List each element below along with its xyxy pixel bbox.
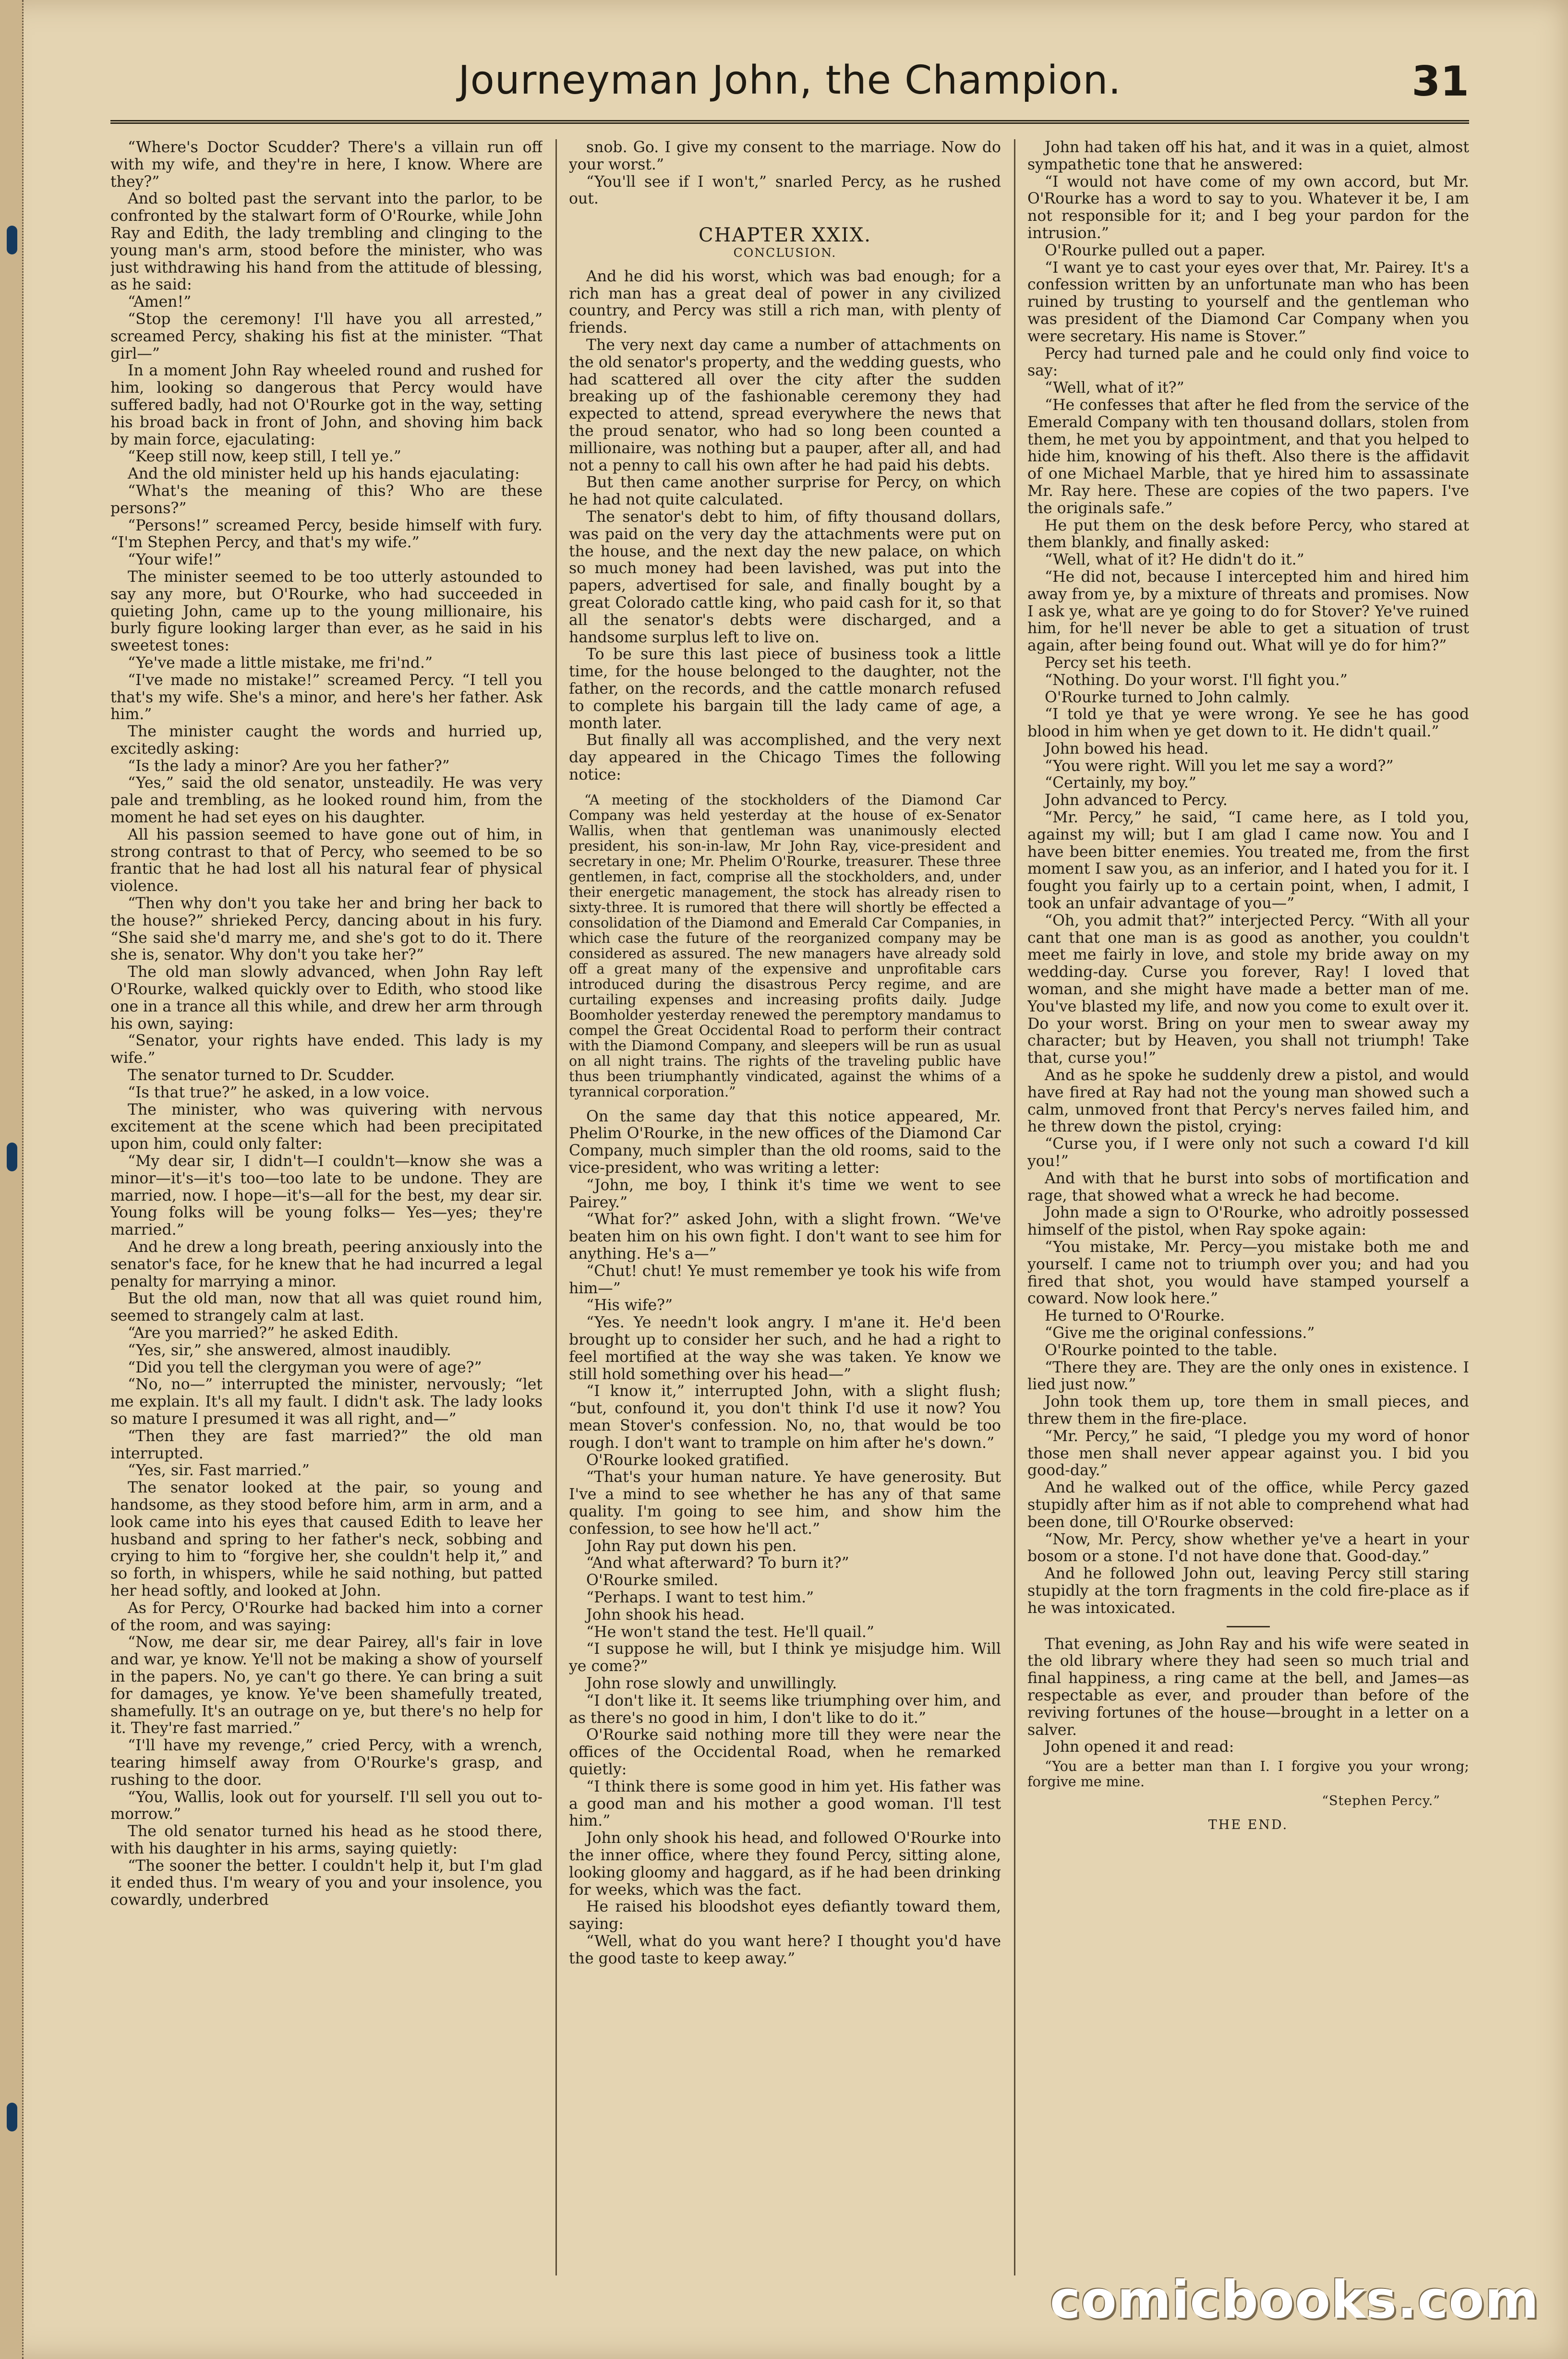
paragraph: “I told ye that ye were wrong. Ye see he has good blood in him when ye get down to it. He didn't quail.” xyxy=(1027,706,1469,741)
paragraph: “My dear sir, I didn't—I couldn't—know she was a minor—it's—it's too—too late to be undone. They are married, now. I hope—it's—all for the best, my dear sir. Young folks will be young folks— Yes—yes; they're married.” xyxy=(110,1153,543,1239)
paragraph: O'Rourke pulled out a paper. xyxy=(1045,241,1266,259)
paragraph: “What for?” asked John, with a slight frown. “We've beaten him on his own fight. I don't want to see him for anything. He's a—” xyxy=(569,1211,1001,1263)
paragraph: John only shook his head, and followed O'Rourke into the inner office, where they found Percy, sitting alone, looking gloomy and haggard, as if he had been drinking for weeks, which was the fact. xyxy=(569,1829,1001,1899)
chapter-body xyxy=(569,268,1001,784)
column-divider xyxy=(555,139,557,2275)
paragraph: And he followed John out, leaving Percy still staring stupidly at the torn fragments in the cold fire-place as if he was intoxicated. xyxy=(1027,1565,1469,1617)
paragraph: “Now, Mr. Percy, show whether ye've a heart in your bosom or a stone. I'd not have done that. Good-day.” xyxy=(1027,1530,1469,1565)
paragraph: “And what afterward? To burn it?” xyxy=(586,1554,849,1572)
paragraph: “There they are. They are the only ones in existence. I lied just now.” xyxy=(1027,1359,1469,1394)
paragraph: “I'll have my revenge,” cried Percy, with a wrench, tearing himself away from O'Rourke's grasp, and rushing to the door. xyxy=(110,1737,543,1789)
paragraph: “Did you tell the clergyman you were of age?” xyxy=(128,1359,482,1376)
paragraph: “Curse you, if I were only not such a coward I'd kill you!” xyxy=(1027,1135,1469,1170)
binding-edge xyxy=(0,0,24,2359)
paragraph: But the old man, now that all was quiet round him, seemed to strangely calm at last. xyxy=(110,1290,543,1325)
paragraph: “Chut! chut! Ye must remember ye took his wife from him—” xyxy=(569,1262,1001,1297)
paragraph: In a moment John Ray wheeled round and rushed for him, looking so dangerous that Percy would have suffered badly, had not O'Rourke got in the way, setting his broad back in front of John, and shoving him back by main force, ejaculating: xyxy=(110,362,543,448)
paragraph: “A meeting of the stockholders of the Diamond Car Company was held yesterday at the house of ex-Senator Wallis, when that gentleman was unanimously elected president, his son-in-law, Mr John Ray, vice-president and secretary in one; Mr. Phelim O'Rourke, treasurer. These three gentlemen, in fact, comprise all the stockholders, and, under their energetic management, the stock has already risen to sixty-three. It is rumored that there will shortly be effected a consolidation of the Diamond and Emerald Car Companies, in which case the future of the reorganized company may be considered as assured. The new managers have already sold off a great many of the expensive and unprofitable cars introduced during the disastrous Percy regime, and are curtailing expenses and increasing profits daily. Judge Boomholder yesterday renewed the peremptory mandamus to compel the Great Occidental Road to perform their contract with the Diamond Company, and sleepers will be run as usual on all night trains. The rights of the traveling public have thus been triumphantly vindicated, against the whims of a tyrannical corporation.” xyxy=(569,792,1001,1100)
paragraph: “He won't stand the test. He'll quail.” xyxy=(586,1623,875,1641)
paragraph: To be sure this last piece of business took a little time, for the house belonged to the daughter, not the father, on the records, and the cattle monarch refused to complete his bargain till the lady came of age, a month later. xyxy=(569,646,1001,732)
paragraph: “Persons!” screamed Percy, beside himself with fury. “I'm Stephen Percy, and that's my wife.” xyxy=(110,517,543,552)
newspaper-notice xyxy=(569,793,1001,1100)
paragraph: All his passion seemed to have gone out of him, in strong contrast to that of Percy, who seemed to be so frantic that he had lost all his natural fear of physical violence. xyxy=(110,826,543,895)
paragraph: “I want ye to cast your eyes over that, Mr. Pairey. It's a confession written by an unfortunate man who has been ruined by trusting to yourself and the gentleman who was president of the Diamond Car Company when you were secretary. His name is Stover.” xyxy=(1027,259,1469,345)
text-column-3 xyxy=(1027,139,1469,2275)
paragraph: John shook his head. xyxy=(586,1606,745,1624)
paragraph: “Perhaps. I want to test him.” xyxy=(586,1589,814,1606)
paragraph: Percy set his teeth. xyxy=(1045,654,1192,672)
paragraph: “You mistake, Mr. Percy—you mistake both me and yourself. I came not to triumph over you; and had you fired that shot, you would have stamped yourself a coward. Now look here.” xyxy=(1027,1239,1469,1308)
paragraph: “His wife?” xyxy=(586,1297,673,1314)
paragraph: “Then they are fast married?” the old man interrupted. xyxy=(110,1427,543,1462)
text-column-1 xyxy=(110,139,543,2275)
paragraph: And he drew a long breath, peering anxiously into the senator's face, for he knew that he had incurred a legal penalty for marrying a minor. xyxy=(110,1239,543,1290)
paragraph: John bowed his head. xyxy=(1045,740,1209,758)
paragraph: As for Percy, O'Rourke had backed him into a corner of the room, and was saying: xyxy=(110,1599,543,1634)
paragraph: “Nothing. Do your worst. I'll fight you.” xyxy=(1045,671,1348,689)
chapter-subtitle: CONCLUSION. xyxy=(733,245,837,260)
paragraph: The senator's debt to him, of fifty thousand dollars, was paid on the very day the attachments were put on the house, and the next day the new palace, on which so much money had been lavished, was put into the papers, advertised for sale, and finally bought by a great Colorado cattle king, who paid cash for it, so that all the senator's debts were discharged, and a handsome surplus left to live on. xyxy=(569,508,1001,646)
column-divider xyxy=(1014,139,1015,2275)
paragraph: The minister, who was quivering with nervous excitement at the scene which had been precipitated upon him, could only falter: xyxy=(110,1101,543,1153)
letter-signature: “Stephen Percy.” xyxy=(1322,1793,1440,1809)
paragraph: The minister seemed to be too utterly astounded to say any more, but O'Rourke, who had succeeded in quieting John, came up to the young millionaire, his burly figure looking larger than ever, as he said in his sweetest tones: xyxy=(110,568,543,655)
paragraph: “I think there is some good in him yet. His father was a good man and his mother a good woman. I'll test him.” xyxy=(569,1778,1001,1830)
paragraph: “The sooner the better. I couldn't help it, but I'm glad it ended thus. I'm weary of you and your insolence, you cowardly, underbred xyxy=(110,1857,543,1909)
paragraph: “Where's Doctor Scudder? There's a villain run off with my wife, and they're in here, I know. Where are they?” xyxy=(110,139,543,191)
paragraph: “Well, what do you want here? I thought you'd have the good taste to keep away.” xyxy=(569,1932,1001,1967)
paragraph: And with that he burst into sobs of mortification and rage, that showed what a wreck he had become. xyxy=(1027,1169,1469,1204)
paragraph: “That's your human nature. Ye have generosity. But I've a mind to see whether he has any of that same quality. I'm going to see him, and show him the confession, to see how he'll act.” xyxy=(569,1468,1001,1538)
paragraph: “Mr. Percy,” he said, “I pledge you my word of honor those men shall never appear against you. I bid you good-day.” xyxy=(1027,1427,1469,1480)
paragraph: O'Rourke smiled. xyxy=(586,1572,719,1589)
paragraph: The old man slowly advanced, when John Ray left O'Rourke, walked quickly over to Edith, who stood like one in a trance all this while, and drew her arm through his own, saying: xyxy=(110,963,543,1033)
paragraph: On the same day that this notice appeared, Mr. Phelim O'Rourke, in the new offices of the Diamond Car Company, much simpler than the old rooms, said to the vice-president, who was writing a letter: xyxy=(569,1107,1001,1177)
epilogue xyxy=(1027,1636,1469,1757)
paragraph: “I would not have come of my own accord, but Mr. O'Rourke has a word to say to you. Whatever it be, I am not responsible for it; and I beg your pardon for the intrusion.” xyxy=(1027,173,1469,242)
paragraph: John advanced to Percy. xyxy=(1045,792,1228,809)
paragraph: And he walked out of the office, while Percy gazed stupidly after him as if not able to comprehend what had been done, till O'Rourke observed: xyxy=(1027,1479,1469,1531)
binding-hole xyxy=(7,1143,17,1171)
paragraph: “Is the lady a minor? Are you her father?” xyxy=(128,757,450,775)
paragraph: John Ray put down his pen. xyxy=(586,1537,797,1555)
paragraph: “Well, what of it? He didn't do it.” xyxy=(1045,551,1304,569)
paragraph: Percy had turned pale and he could only find voice to say: xyxy=(1027,345,1469,380)
column-2-continued xyxy=(569,1108,1001,1968)
binding-hole xyxy=(7,2103,17,2131)
paragraph: “Your wife!” xyxy=(128,551,222,569)
paragraph: John opened it and read: xyxy=(1045,1738,1234,1756)
page-number: 31 xyxy=(1411,58,1469,106)
paragraph: “Oh, you admit that?” interjected Percy. “With all your cant that one man is as good as another, you couldn't meet me fairly in love, and stole my bride away on my wedding-day. Curse you forever, Ray! I loved that woman, and she might have made a better man of me. You've blasted my life, and now you come to exult over it. Do your worst. Bring on your men to swear away my character; but by Heaven, you shall not triumph! Take that, curse you!” xyxy=(1027,912,1469,1067)
paragraph: “I know it,” interrupted John, with a slight flush; “but, confound it, you don't think I'd use it now? You mean Stover's confession. No, no, that would be too rough. I don't want to trample on him after he's down.” xyxy=(569,1383,1001,1452)
paragraph: “Amen!” xyxy=(128,293,192,311)
paragraph: “He did not, because I intercepted him and hired him away from ye, by a mixture of threats and promises. Now I ask ye, what are ye going to do for Stover? Ye've ruined him, for he'll never be able to get a situation of trust again, after being found out. What will ye do for him?” xyxy=(1027,568,1469,655)
paragraph: “You were right. Will you let me say a word?” xyxy=(1045,757,1394,775)
paragraph: That evening, as John Ray and his wife were seated in the old library where they had seen so much trial and final happiness, a ring came at the bell, and James—as respectable as ever, and prouder than before of the reviving fortunes of the house—brought in a letter on a salver. xyxy=(1027,1635,1469,1739)
paragraph: John had taken off his hat, and it was in a quiet, almost sympathetic tone that he answered: xyxy=(1027,139,1469,173)
paragraph: “What's the meaning of this? Who are these persons?” xyxy=(110,482,543,517)
paragraph: “Senator, your rights have ended. This lady is my wife.” xyxy=(110,1032,543,1067)
page-header xyxy=(110,48,1469,124)
paragraph: And the old minister held up his hands ejaculating: xyxy=(128,465,520,483)
paragraph: “Ye've made a little mistake, me fri'nd.” xyxy=(128,654,433,672)
paragraph: He turned to O'Rourke. xyxy=(1045,1307,1225,1325)
paragraph: “I've made no mistake!” screamed Percy. “I tell you that's my wife. She's a minor, and here's her father. Ask him.” xyxy=(110,671,543,723)
paragraph: And as he spoke he suddenly drew a pistol, and would have fired at Ray had not the young man showed such a calm, unmoved front that Percy's nerves failed him, and he threw down the pistol, crying: xyxy=(1027,1067,1469,1136)
paragraph: “Are you married?” he asked Edith. xyxy=(128,1324,399,1342)
paragraph: “Certainly, my boy.” xyxy=(1045,774,1196,792)
binding-hole xyxy=(7,226,17,254)
section-divider xyxy=(1227,1626,1270,1627)
paragraph: The minister caught the words and hurried up, excitedly asking: xyxy=(110,723,543,758)
the-end-label: THE END. xyxy=(1208,1817,1289,1832)
paragraph: “Well, what of it?” xyxy=(1045,379,1184,397)
paragraph: John rose slowly and unwillingly. xyxy=(586,1674,837,1692)
paragraph: But finally all was accomplished, and the very next day appeared in the Chicago Times the following notice: xyxy=(569,732,1001,783)
paragraph: But then came another surprise for Percy, on which he had not quite calculated. xyxy=(569,474,1001,509)
paragraph: The senator looked at the pair, so young and handsome, as they stood before him, arm in arm, and a look came into his eyes that caused Edith to leave her husband and spring to her father's neck, sobbing and crying to him to “forgive her, she couldn't help it,” and so forth, in whispers, while he said nothing, but patted her head softly, and looked at John. xyxy=(110,1479,543,1600)
paragraph: The old senator turned his head as he stood there, with his daughter in his arms, saying quietly: xyxy=(110,1823,543,1857)
paragraph: O'Rourke pointed to the table. xyxy=(1045,1341,1278,1359)
text-column-2 xyxy=(569,139,1001,2275)
paragraph: John made a sign to O'Rourke, who adroitly possessed himself of the pistol, when Ray spoke again: xyxy=(1027,1204,1469,1239)
paragraph: “Then why don't you take her and bring her back to the house?” shrieked Percy, dancing about in his fury. “She said she'd marry me, and she's got to do it. There she is, senator. Why don't you take her?” xyxy=(110,895,543,964)
paragraph: “Is that true?” he asked, in a low voice. xyxy=(128,1083,430,1101)
chapter-title: CHAPTER XXIX. xyxy=(699,224,871,247)
paragraph: “Yes,” said the old senator, unsteadily. He was very pale and trembling, as he looked round him, from the moment he had set eyes on his daughter. xyxy=(110,774,543,827)
paragraph: The senator turned to Dr. Scudder. xyxy=(128,1067,395,1084)
paragraph: “No, no—” interrupted the minister, nervously; “let me explain. It's all my fault. I didn't ask. The lady looks so mature I presumed it was all right, and—” xyxy=(110,1376,543,1428)
paragraph: “You, Wallis, look out for yourself. I'll sell you out to-morrow.” xyxy=(110,1788,543,1823)
running-title: Journeyman John, the Champion. xyxy=(458,58,1122,103)
paragraph: “Mr. Percy,” he said, “I came here, as I told you, against my will; but I am glad I came now. You and I have been bitter enemies. You treated me, from the first moment I saw you, as an inferior, and I hated you for it. I fought you fairly up to a certain point, when, I admit, I took an unfair advantage of you—” xyxy=(1027,809,1469,913)
paragraph: “John, me boy, I think it's time we went to see Pairey.” xyxy=(569,1176,1001,1211)
paragraph: “I don't like it. It seems like triumphing over him, and as there's no good in him, I don't like to do it.” xyxy=(569,1692,1001,1727)
column-3-body xyxy=(1027,139,1469,1617)
paragraph: “Yes, sir,” she answered, almost inaudibly. xyxy=(128,1341,451,1359)
paragraph: He raised his bloodshot eyes defiantly toward them, saying: xyxy=(569,1898,1001,1933)
paragraph: “Yes. Ye needn't look angry. I m'ane it. He'd been brought up to consider her such, and he had a right to feel mortified at the way she was taken. Ye know we still hold something over his head—” xyxy=(569,1314,1001,1383)
paragraph: “He confesses that after he fled from the service of the Emerald Company with ten thousand dollars, stolen from them, he met you by appointment, and that you helped to hide him, knowing of his theft. Also there is the affidavit of one Michael Marble, that ye hired him to assassinate Mr. Ray here. These are copies of the two papers. I've the originals safe.” xyxy=(1027,396,1469,517)
paragraph: “You'll see if I won't,” snarled Percy, as he rushed out. xyxy=(569,173,1001,208)
watermark: comicbooks.com xyxy=(1049,2270,1539,2330)
paragraph: O'Rourke turned to John calmly. xyxy=(1045,688,1291,706)
paragraph: And so bolted past the servant into the parlor, to be confronted by the stalwart form of O'Rourke, while John Ray and Edith, the lady trembling and clinging to the young man's arm, stood before the minister, who was just withdrawing his hand from the attitude of blessing, as he said: xyxy=(110,190,543,294)
letter-text: “You are a better man than I. I forgive you your wrong; forgive me mine. xyxy=(1027,1758,1469,1790)
paragraph: snob. Go. I give my consent to the marriage. Now do your worst.” xyxy=(569,139,1001,173)
paragraph: O'Rourke looked gratified. xyxy=(586,1451,789,1469)
paragraph: “Yes, sir. Fast married.” xyxy=(128,1462,310,1480)
paragraph: “Give me the original confessions.” xyxy=(1045,1324,1315,1342)
paragraph: The very next day came a number of attachments on the old senator's property, and the wedding guests, who had scattered all over the city after the sudden breaking up of the fashionable ceremony they had expected to attend, spread everywhere the news that the proud senator, who had so long been counted a millionaire, was nothing but a pauper, after all, and had not a penny to call his own after he had paid his debts. xyxy=(569,336,1001,474)
paragraph: “Keep still now, keep still, I tell ye.” xyxy=(128,448,401,466)
paragraph: “I suppose he will, but I think ye misjudge him. Will ye come?” xyxy=(569,1640,1001,1675)
paragraph: O'Rourke said nothing more till they were near the offices of the Occidental Road, when he remarked quietly: xyxy=(569,1726,1001,1778)
column-2-opening xyxy=(569,139,1001,208)
paragraph: He put them on the desk before Percy, who stared at them blankly, and finally asked: xyxy=(1027,517,1469,552)
paragraph: And he did his worst, which was bad enough; for a rich man has a great deal of power in any civilized country, and Percy was still a rich man, with plenty of friends. xyxy=(569,267,1001,337)
paragraph: “Stop the ceremony! I'll have you all arrested,” screamed Percy, shaking his fist at the minister. “That girl—” xyxy=(110,310,543,362)
paragraph: John took them up, tore them in small pieces, and threw them in the fire-place. xyxy=(1027,1393,1469,1428)
paragraph: “Now, me dear sir, me dear Pairey, all's fair in love and war, ye know. Ye'll not be making a show of yourself in the papers. No, ye can't go there. Ye can bring a suit for damages, ye know. Ye've been shamefully treated, shamefully. It's an outrage on ye, but there's no help for it. They're fast married.” xyxy=(110,1634,543,1737)
